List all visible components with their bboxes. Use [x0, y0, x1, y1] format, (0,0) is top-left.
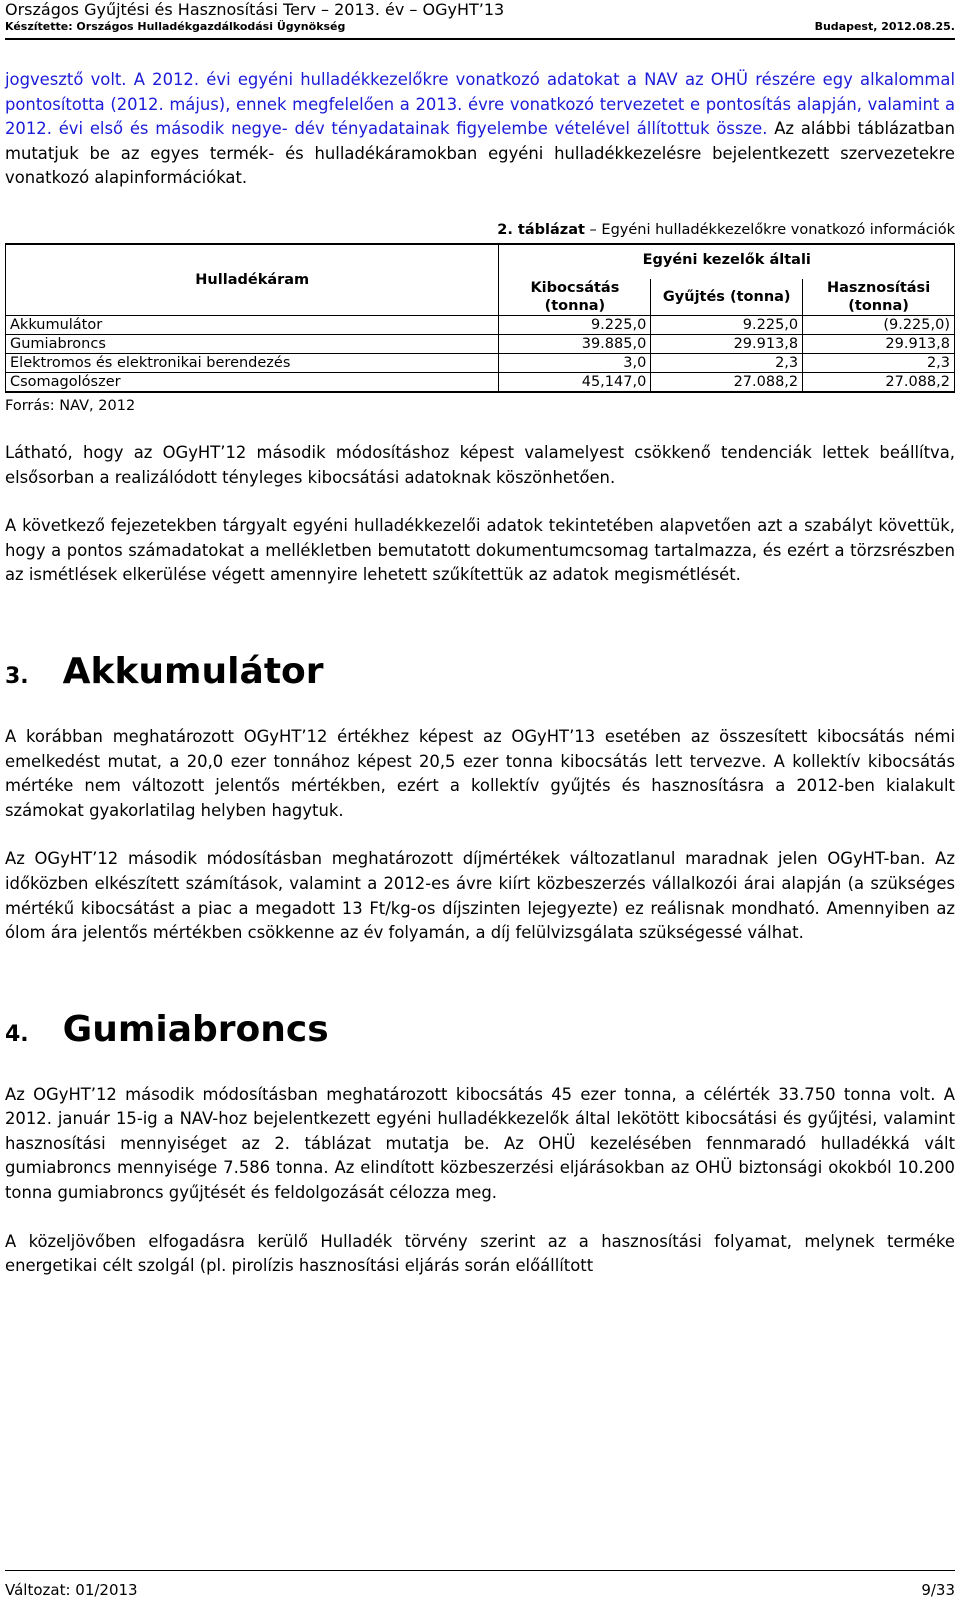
tyre-paragraph-2: A közeljövőben elfogadásra kerülő Hulladék törvény szerint az a hasznosítási folyamat, melynek terméke energetikai célt szolgál (pl. pirolízis hasznosítási eljárás során előállított: [5, 1231, 955, 1276]
intro-line-3: vonatkozó tervezetet e pontosítás alapján, valamint a 2012. évi első és második negye-: [5, 94, 955, 139]
page-footer: [5, 1570, 955, 1599]
version-label: Változat: 01/2013: [5, 1581, 138, 1599]
battery-paragraph-2: Az OGyHT’12 második módosításban meghatározott díjmértékek változatlanul maradnak jelen OGyHT-ban. Az időközben elkészített számítások, valamint a 2012-es ávre kiírt közbeszerzés vállalkozói árai alapján (a szükséges mértékű kibocsátást a piac a megadott 13 Ft/kg-os díjszinten lejegyezte) ez reálisnak mondható. Amennyiben az ólom ára jelentős mértékben csökkenne az év folyamán, a díj felülvizsgálata szükségessé válhat.: [5, 849, 955, 943]
place-date: Budapest, 2012.08.25.: [814, 20, 955, 33]
paragraph-trend: Látható, hogy az OGyHT’12 második módosításhoz képest valamelyest csökkenő tendenciák lettek beállítva, elsősorban a realizálódott tényleges kibocsátási adatoknak köszönhetően.: [5, 442, 955, 487]
section-title: Akkumulátor: [62, 650, 324, 692]
row-name: Elektromos és elektronikai berendezés: [6, 353, 499, 372]
table-row: [6, 315, 955, 334]
section-number: 4.: [5, 1021, 29, 1047]
row-recovery: (9.225,0): [803, 315, 955, 334]
page-header: [5, 0, 955, 40]
intro-line-6: szervezetekre vonatkozó alapinformációkat.: [5, 143, 955, 188]
paragraph-method: A következő fejezetekben tárgyalt egyéni hulladékkezelői adatok tekintetében alapvetően azt a szabályt követtük, hogy a pontos számadatokat a mellékletben bemutatott dokumentumcsomag tartalmazza, és ezért a törzsrészben az ismétlések elkerülése végett amennyire lehetett szűkítettük az adatok megismétlését.: [5, 516, 955, 585]
row-recovery: 29.913,8: [803, 334, 955, 353]
table-caption: [5, 221, 955, 239]
header-rule: [5, 38, 955, 40]
col-header-stream: Hulladékáram: [6, 244, 499, 316]
row-emission: 9.225,0: [499, 315, 651, 334]
col-header-group: Egyéni kezelők általi: [499, 244, 955, 279]
battery-paragraph-1: A korábban meghatározott OGyHT’12 értékhez képest az OGyHT’13 esetében az összesített kibocsátás némi emelkedést mutat, a 20,0 ezer tonnához képest 20,5 ezer tonna kibocsátás lett tervezve. A kollektív kibocsátás mértéke nem változott jelentős mértékben, ezért a kollektív gyűjtés és hasznosításra a 2012-ben kialakult számokat gyakorlatilag helyben hagytuk.: [5, 726, 955, 820]
intro-line-4: dév tényadatainak figyelembe vételével állítottuk össze.: [294, 119, 768, 139]
section-number: 3.: [5, 663, 29, 689]
row-recovery: 27.088,2: [803, 372, 955, 392]
page-number: 9/33: [921, 1581, 955, 1599]
section-title: Gumiabroncs: [62, 1008, 329, 1050]
row-name: Gumiabroncs: [6, 334, 499, 353]
page-content: [5, 68, 955, 1279]
row-collection: 29.913,8: [651, 334, 803, 353]
row-emission: 3,0: [499, 353, 651, 372]
table-row: [6, 372, 955, 392]
table-row: [6, 353, 955, 372]
col-header-collection: Gyűjtés (tonna): [651, 279, 803, 316]
intro-paragraph: [5, 68, 955, 191]
intro-line-2: részére egy alkalommal pontosította (2012. május), ennek megfelelően a 2013. évre: [5, 70, 955, 114]
intro-line-4b: Az alábbi táblázatban mutatjuk: [5, 119, 955, 163]
row-collection: 2,3: [651, 353, 803, 372]
document-title: Országos Gyűjtési és Hasznosítási Terv – 2013. év – OGyHT’13: [5, 0, 505, 19]
section-heading-battery: [5, 650, 955, 699]
header-subline: [5, 20, 955, 34]
section-heading-tyre: [5, 1008, 955, 1057]
row-emission: 39.885,0: [499, 334, 651, 353]
table-caption-text: – Egyéni hulladékkezelőkre vonatkozó információk: [584, 221, 955, 238]
row-recovery: 2,3: [803, 353, 955, 372]
col-header-emission: Kibocsátás (tonna): [499, 279, 651, 316]
individual-handlers-table: [5, 243, 955, 393]
row-emission: 45,147,0: [499, 372, 651, 392]
intro-line-5: be az egyes termék- és hulladékáramokban egyéni hulladékkezelésre bejelentkezett: [89, 143, 830, 163]
author-line: Készítette: Országos Hulladékgazdálkodási Ügynökség: [5, 20, 346, 33]
row-collection: 27.088,2: [651, 372, 803, 392]
row-collection: 9.225,0: [651, 315, 803, 334]
row-name: Akkumulátor: [6, 315, 499, 334]
intro-line-1: jogvesztő volt. A 2012. évi egyéni hulladékkezelőkre vonatkozó adatokat a NAV az OHÜ: [5, 70, 749, 89]
table-caption-number: 2. táblázat: [497, 221, 585, 238]
row-name: Csomagolószer: [6, 372, 499, 392]
col-header-recovery: Hasznosítási (tonna): [803, 279, 955, 316]
table-row: [6, 334, 955, 353]
table-source: Forrás: NAV, 2012: [5, 397, 136, 414]
tyre-paragraph-1: Az OGyHT’12 második módosításban meghatározott kibocsátás 45 ezer tonna, a célérték 33.750 tonna volt. A 2012. január 15-ig a NAV-hoz bejelentkezett egyéni hulladékkezelők által lekötött kibocsátási és gyűjtési, valamint hasznosítási mennyiséget az 2. táblázat mutatja be. Az OHÜ kezelésében fennmaradó hulladékká vált gumiabroncs mennyisége 7.586 tonna. Az elindított közbeszerzési eljárásokban az OHÜ biztonsági okokból 10.200 tonna gumiabroncs gyűjtését és feldolgozását célozza meg.: [5, 1084, 955, 1203]
